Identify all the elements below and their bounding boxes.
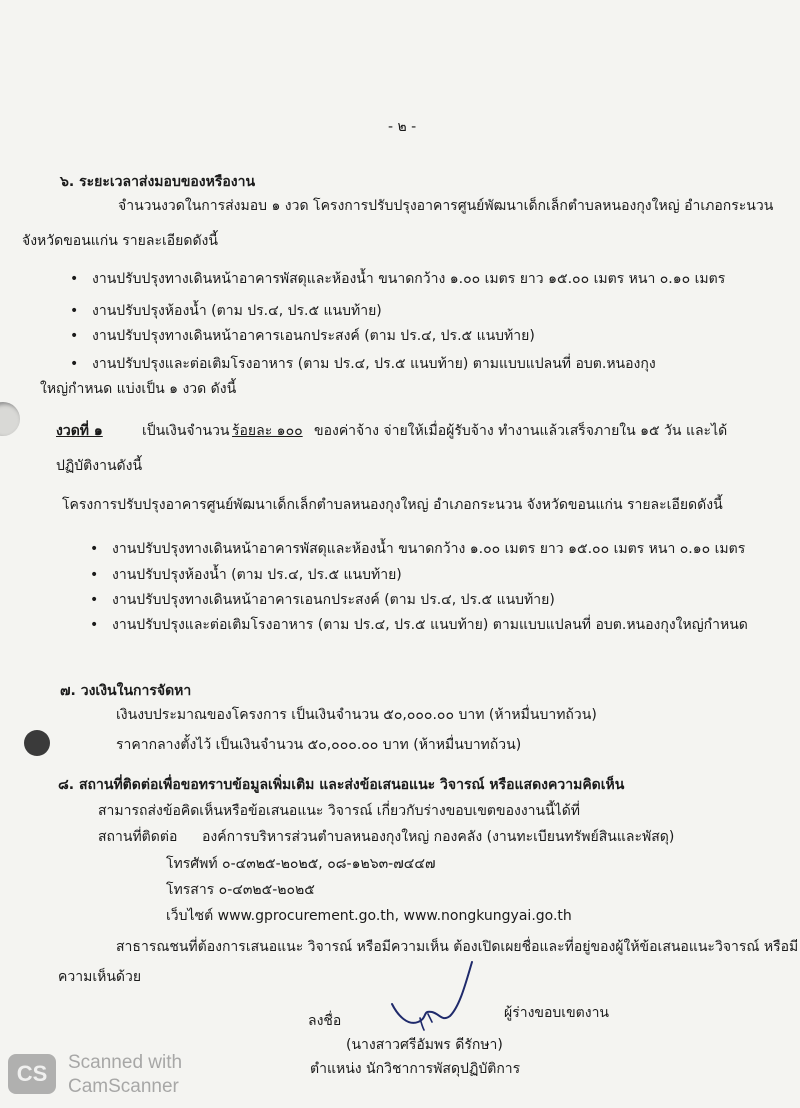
phone-line: โทรศัพท์ ๐-๔๓๒๕-๒๐๒๕, ๐๘-๑๒๖๓-๗๔๔๗ xyxy=(166,856,436,872)
list-item-continuation: ใหญ่กำหนด แบ่งเป็น ๑ งวด ดังนี้ xyxy=(40,381,237,397)
section6-heading: ๖. ระยะเวลาส่งมอบของหรืองาน xyxy=(60,174,256,190)
camscanner-logo: CS xyxy=(8,1054,56,1094)
list-item: • งานปรับปรุงทางเดินหน้าอาคารเอนกประสงค์ (ตาม ปร.๔, ปร.๕ แนบท้าย) xyxy=(92,327,535,345)
punch-hole-top xyxy=(0,402,20,436)
contact-label: สถานที่ติดต่อ xyxy=(98,829,178,845)
section8-heading: ๘. สถานที่ติดต่อเพื่อขอทราบข้อมูลเพิ่มเติม และส่งข้อเสนอแนะ วิจารณ์ หรือแสดงความคิดเห็น xyxy=(58,777,625,793)
installment-text-b: ของค่าจ้าง จ่ายให้เมื่อผู้รับจ้าง ทำงานแล้วเสร็จภายใน ๑๕ วัน และได้ xyxy=(314,423,728,439)
list-item: • งานปรับปรุงและต่อเติมโรงอาหาร (ตาม ปร.๔, ปร.๕ แนบท้าย) ตามแบบแปลนที่ อบต.หนองกุงใหญ่กำหนด xyxy=(112,616,748,634)
watermark-line2: CamScanner xyxy=(68,1076,179,1097)
contact-value: องค์การบริหารส่วนตำบลหนองกุงใหญ่ กองคลัง (งานทะเบียนทรัพย์สินและพัสดุ) xyxy=(202,829,675,845)
list-item: • งานปรับปรุงทางเดินหน้าอาคารพัสดุและห้องน้ำ ขนาดกว้าง ๑.๐๐ เมตร ยาว ๑๕.๐๐ เมตร หนา ๐.๑๐ เมตร xyxy=(112,540,745,558)
budget-line: เงินงบประมาณของโครงการ เป็นเงินจำนวน ๕๐,๐๐๐.๐๐ บาท (ห้าหมื่นบาทถ้วน) xyxy=(116,707,597,723)
watermark-line1: Scanned with xyxy=(68,1052,183,1073)
signer-role: ผู้ร่างขอบเขตงาน xyxy=(504,1005,609,1021)
section6-intro-line1: จำนวนงวดในการส่งมอบ ๑ งวด โครงการปรับปรุงอาคารศูนย์พัฒนาเด็กเล็กตำบลหนองกุงใหญ่ อำเภอกระนวน xyxy=(118,198,774,214)
list-item: • งานปรับปรุงห้องน้ำ (ตาม ปร.๔, ปร.๕ แนบท้าย) xyxy=(112,566,402,584)
section8-line1: สามารถส่งข้อคิดเห็นหรือข้อเสนอแนะ วิจารณ์ เกี่ยวกับร่างขอบเขตของงานนี้ได้ที่ xyxy=(98,803,581,819)
installment-label: งวดที่ ๑ xyxy=(56,423,103,439)
signer-name: (นางสาวศรีอัมพร ดีรักษา) xyxy=(346,1037,503,1053)
website-line: เว็บไซต์ www.gprocurement.go.th, www.nongkungyai.go.th xyxy=(166,908,572,924)
list-item: • งานปรับปรุงห้องน้ำ (ตาม ปร.๔, ปร.๕ แนบท้าย) xyxy=(92,302,382,320)
list-item: • งานปรับปรุงทางเดินหน้าอาคารพัสดุและห้องน้ำ ขนาดกว้าง ๑.๐๐ เมตร ยาว ๑๕.๐๐ เมตร หนา ๐.๑๐ เมตร xyxy=(92,270,725,288)
section7-heading: ๗. วงเงินในการจัดหา xyxy=(60,683,192,699)
page-number: - ๒ - xyxy=(388,119,417,135)
list-item: • งานปรับปรุงและต่อเติมโรงอาหาร (ตาม ปร.๔, ปร.๕ แนบท้าย) ตามแบบแปลนที่ อบต.หนองกุง xyxy=(92,355,656,373)
section6-intro-line2: จังหวัดขอนแก่น รายละเอียดดังนี้ xyxy=(22,233,218,249)
sign-label: ลงชื่อ xyxy=(308,1013,342,1029)
signer-position: ตำแหน่ง นักวิชาการพัสดุปฏิบัติการ xyxy=(310,1061,521,1077)
public-line1: สาธารณชนที่ต้องการเสนอแนะ วิจารณ์ หรือมีความเห็น ต้องเปิดเผยชื่อและที่อยู่ของผู้ให้ข้อเสนอแนะวิจารณ์ หรือมี xyxy=(116,939,799,955)
punch-hole-bottom xyxy=(24,730,50,756)
fax-line: โทรสาร ๐-๔๓๒๕-๒๐๒๕ xyxy=(166,882,315,898)
project-line: โครงการปรับปรุงอาคารศูนย์พัฒนาเด็กเล็กตำบลหนองกุงใหญ่ อำเภอกระนวน จังหวัดขอนแก่น รายละเอียดดังนี้ xyxy=(62,497,723,513)
installment-text-a: เป็นเงินจำนวน xyxy=(142,423,230,439)
list-item: • งานปรับปรุงทางเดินหน้าอาคารเอนกประสงค์ (ตาม ปร.๔, ปร.๕ แนบท้าย) xyxy=(112,591,555,609)
installment-continuation: ปฏิบัติงานดังนี้ xyxy=(56,458,143,474)
installment-percent: ร้อยละ ๑๐๐ xyxy=(232,423,303,439)
median-price-line: ราคากลางตั้งไว้ เป็นเงินจำนวน ๕๐,๐๐๐.๐๐ บาท (ห้าหมื่นบาทถ้วน) xyxy=(116,737,522,753)
public-line2: ความเห็นด้วย xyxy=(58,969,142,985)
handwritten-signature xyxy=(362,952,502,1032)
